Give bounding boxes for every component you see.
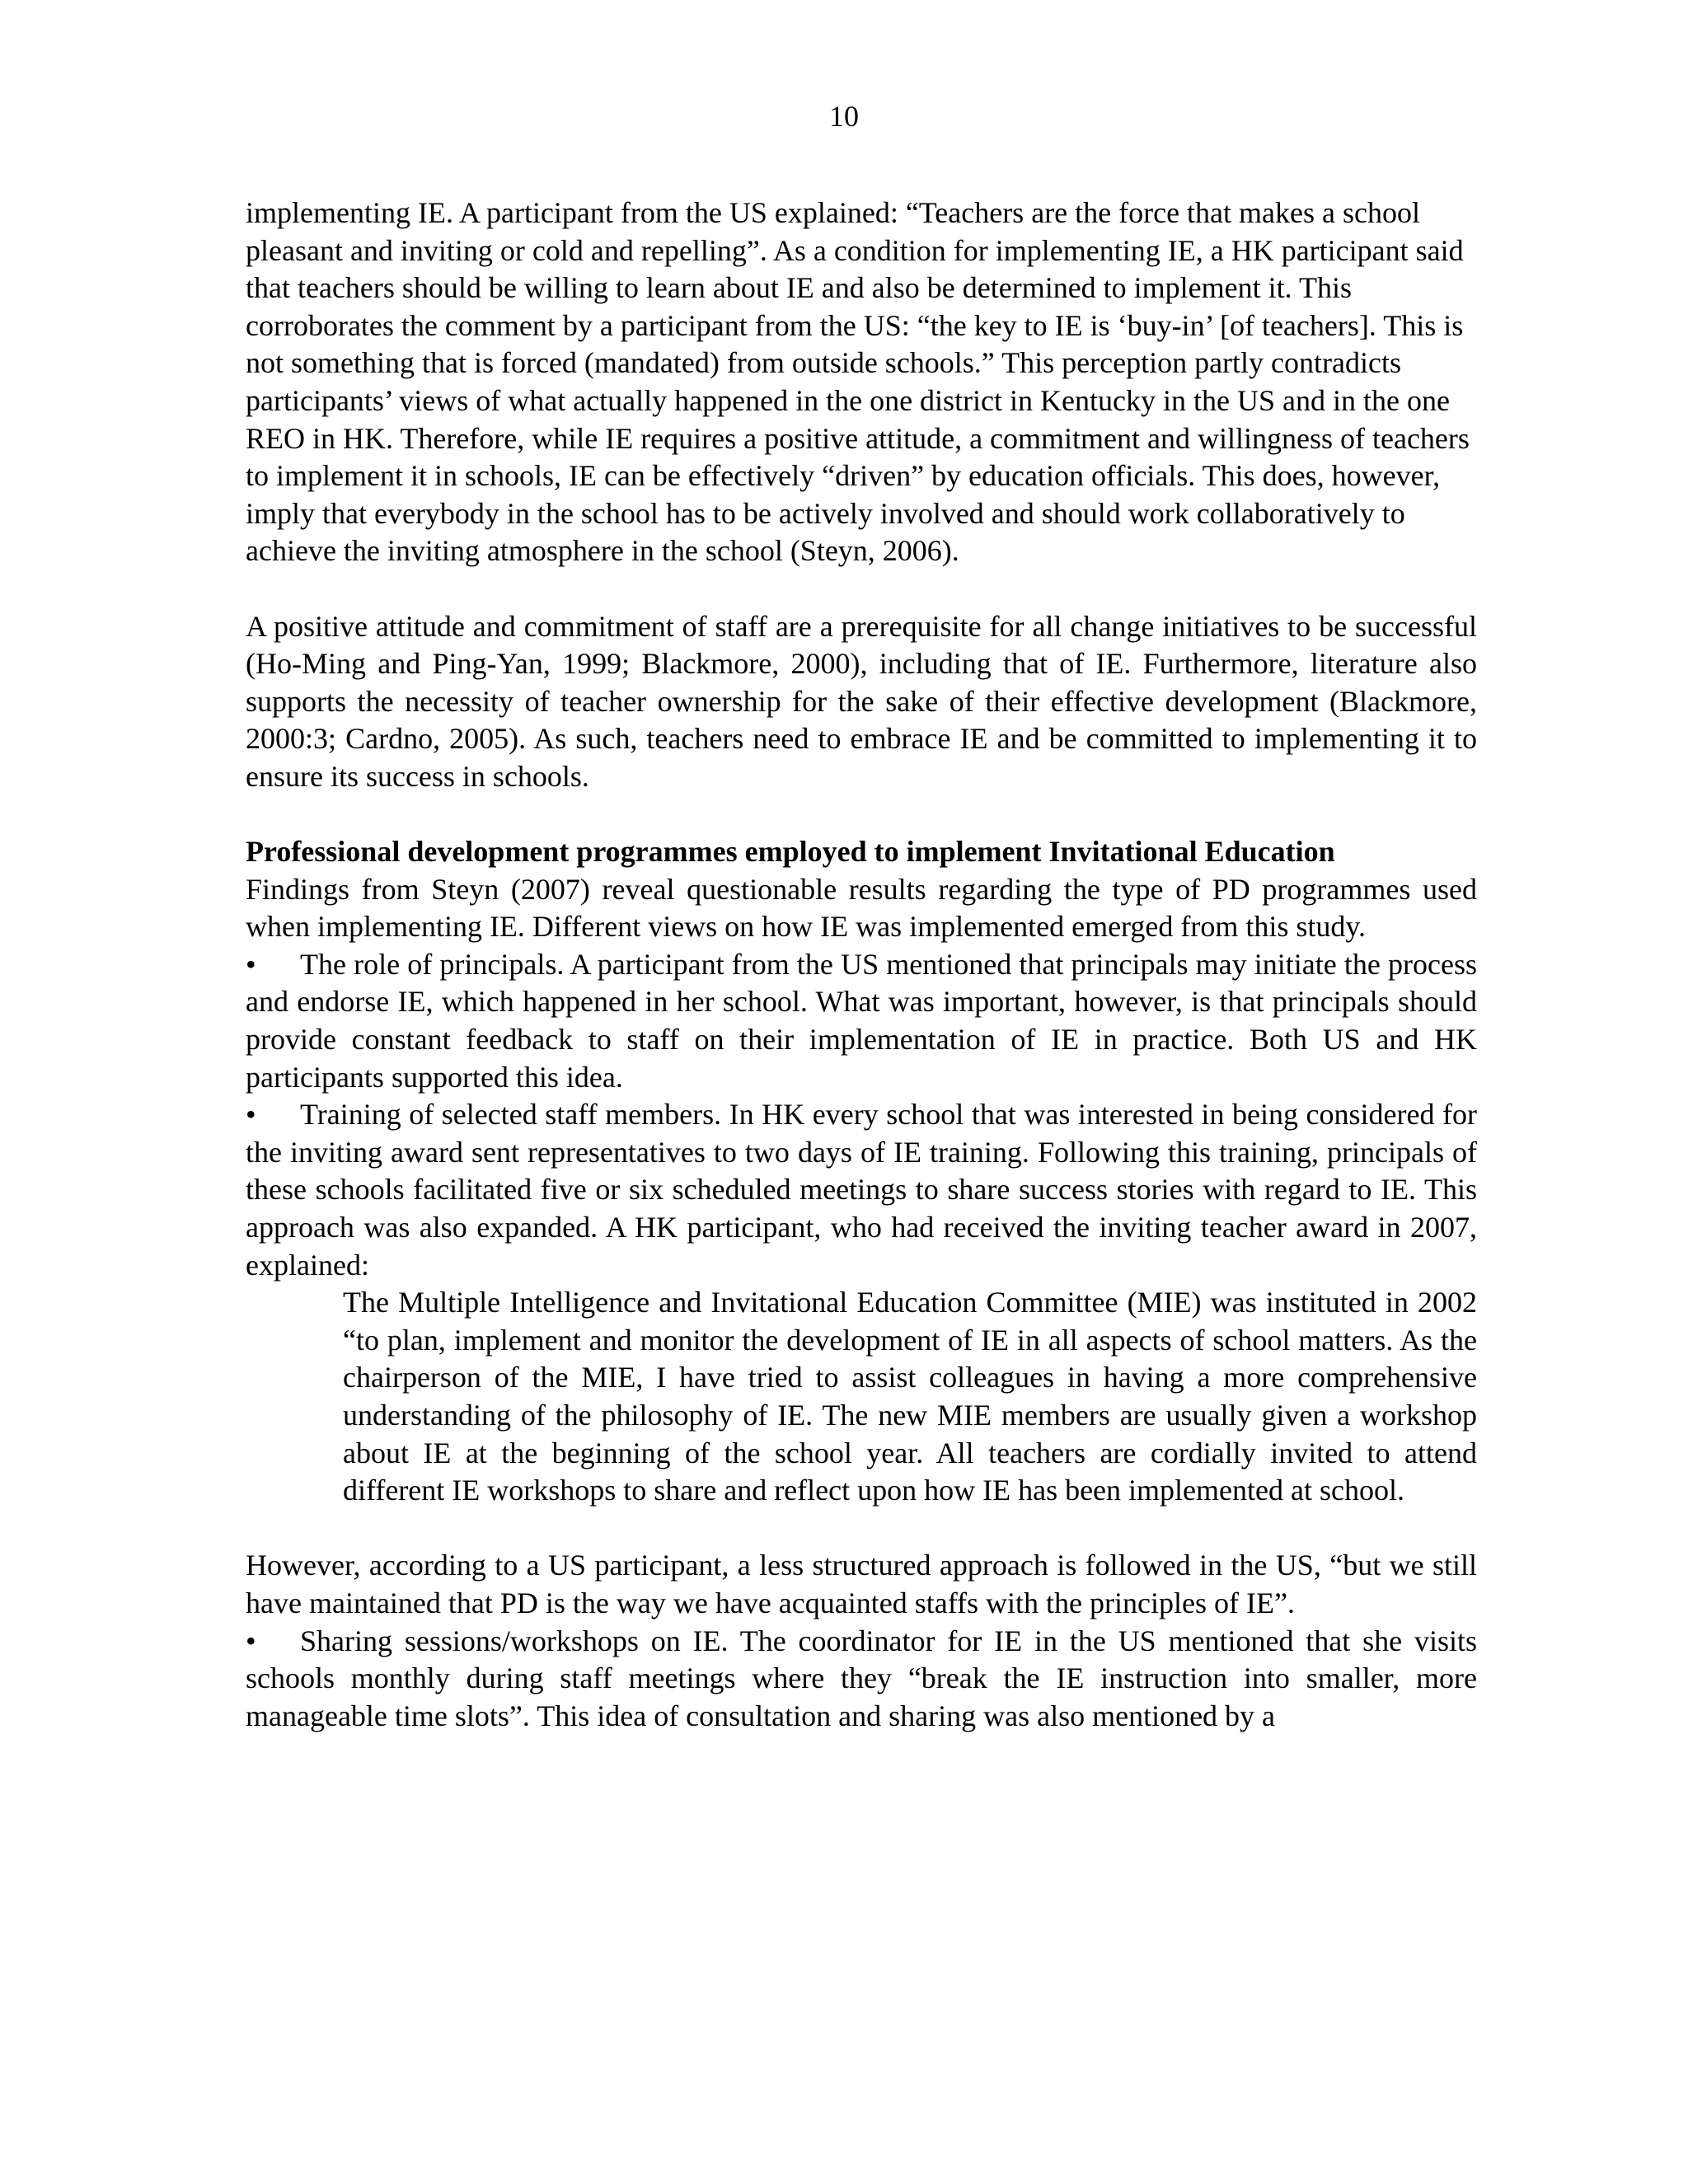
bullet-icon: • — [246, 1624, 256, 1657]
document-body — [246, 194, 1477, 1735]
bullet-text: The role of principals. A participant from the US mentioned that principals may initiate the process and endorse IE, which happened in her school. What was important, however, is that principals should provide constant feedback to staff on their implementation of IE in practice. Both US and HK participants supported this idea. — [246, 947, 1477, 1094]
paragraph-teacher-attitude: implementing IE. A participant from the US explained: “Teachers are the force that makes a school pleasant and inviting or cold and repelling”. As a condition for implementing IE, a HK participant said that teachers should be willing to learn about IE and also be determined to implement it. This corroborates the comment by a participant from the US: “the key to IE is ‘buy-in’ [of teachers]. This is not something that is forced (mandated) from outside schools.” This perception partly contradicts participants’ views of what actually happened in the one district in Kentucky in the US and in the one REO in HK. Therefore, while IE requires a positive attitude, a commitment and willingness of teachers to implement it in schools, IE can be effectively “driven” by education officials. This does, however, imply that everybody in the school has to be actively involved and should work collaboratively to achieve the inviting atmosphere in the school (Steyn, 2006). — [246, 196, 1470, 568]
bullet-text: Sharing sessions/workshops on IE. The coordinator for IE in the US mentioned that she visits schools monthly during staff meetings where they “break the IE instruction into smaller, more manageable time slots”. This idea of consultation and sharing was also mentioned by a — [246, 1624, 1477, 1732]
bullet-text: Training of selected staff members. In HK every school that was interested in being considered for the inviting award sent representatives to two days of IE training. Following this training, principals of these schools facilitated five or six scheduled meetings to share success stories with regard to IE. This approach was also expanded. A HK participant, who had received the inviting teacher award in 2007, explained: — [246, 1098, 1477, 1282]
bullet-item-role-of-principals — [246, 946, 1477, 1096]
paragraph-findings: Findings from Steyn (2007) reveal questionable results regarding the type of PD programmes used when implementing IE. Different views on how IE was implemented emerged from this study. — [246, 872, 1477, 944]
paragraph-spacer — [246, 1510, 1477, 1548]
paragraph-us-approach: However, according to a US participant, a less structured approach is followed in the US, “but we still have maintained that PD is the way we have acquainted staffs with the principles of IE”. — [246, 1549, 1477, 1619]
paragraph-spacer — [246, 796, 1477, 834]
paragraph-spacer — [246, 570, 1477, 608]
paragraph-staff-commitment: A positive attitude and commitment of staff are a prerequisite for all change initiatives to be successful (Ho-Ming and Ping-Yan, 1999; Blackmore, 2000), including that of IE. Furthermore, literature also supports the necessity of teacher ownership for the sake of their effective development (Blackmore, 2000:3; Cardno, 2005). As such, teachers need to embrace IE and be committed to implementing it to ensure its success in schools. — [246, 609, 1477, 793]
bullet-icon: • — [246, 1098, 256, 1132]
block-quote: The Multiple Intelligence and Invitational Education Committee (MIE) was instituted in 2002 “to plan, implement and monitor the development of IE in all aspects of school matters. As the chairperson of the MIE, I have tried to assist colleagues in having a more comprehensive understanding of the philosophy of IE. The new MIE members are usually given a workshop about IE at the beginning of the school year. All teachers are cordially invited to attend different IE workshops to share and reflect upon how IE has been implemented at school. — [343, 1286, 1477, 1507]
section-heading: Professional development programmes employed to implement Invitational Education — [246, 835, 1335, 869]
bullet-icon: • — [246, 947, 256, 981]
bullet-item-training-staff — [246, 1096, 1477, 1284]
bullet-item-sharing-sessions — [246, 1623, 1477, 1736]
page-number: 10 — [829, 100, 859, 133]
